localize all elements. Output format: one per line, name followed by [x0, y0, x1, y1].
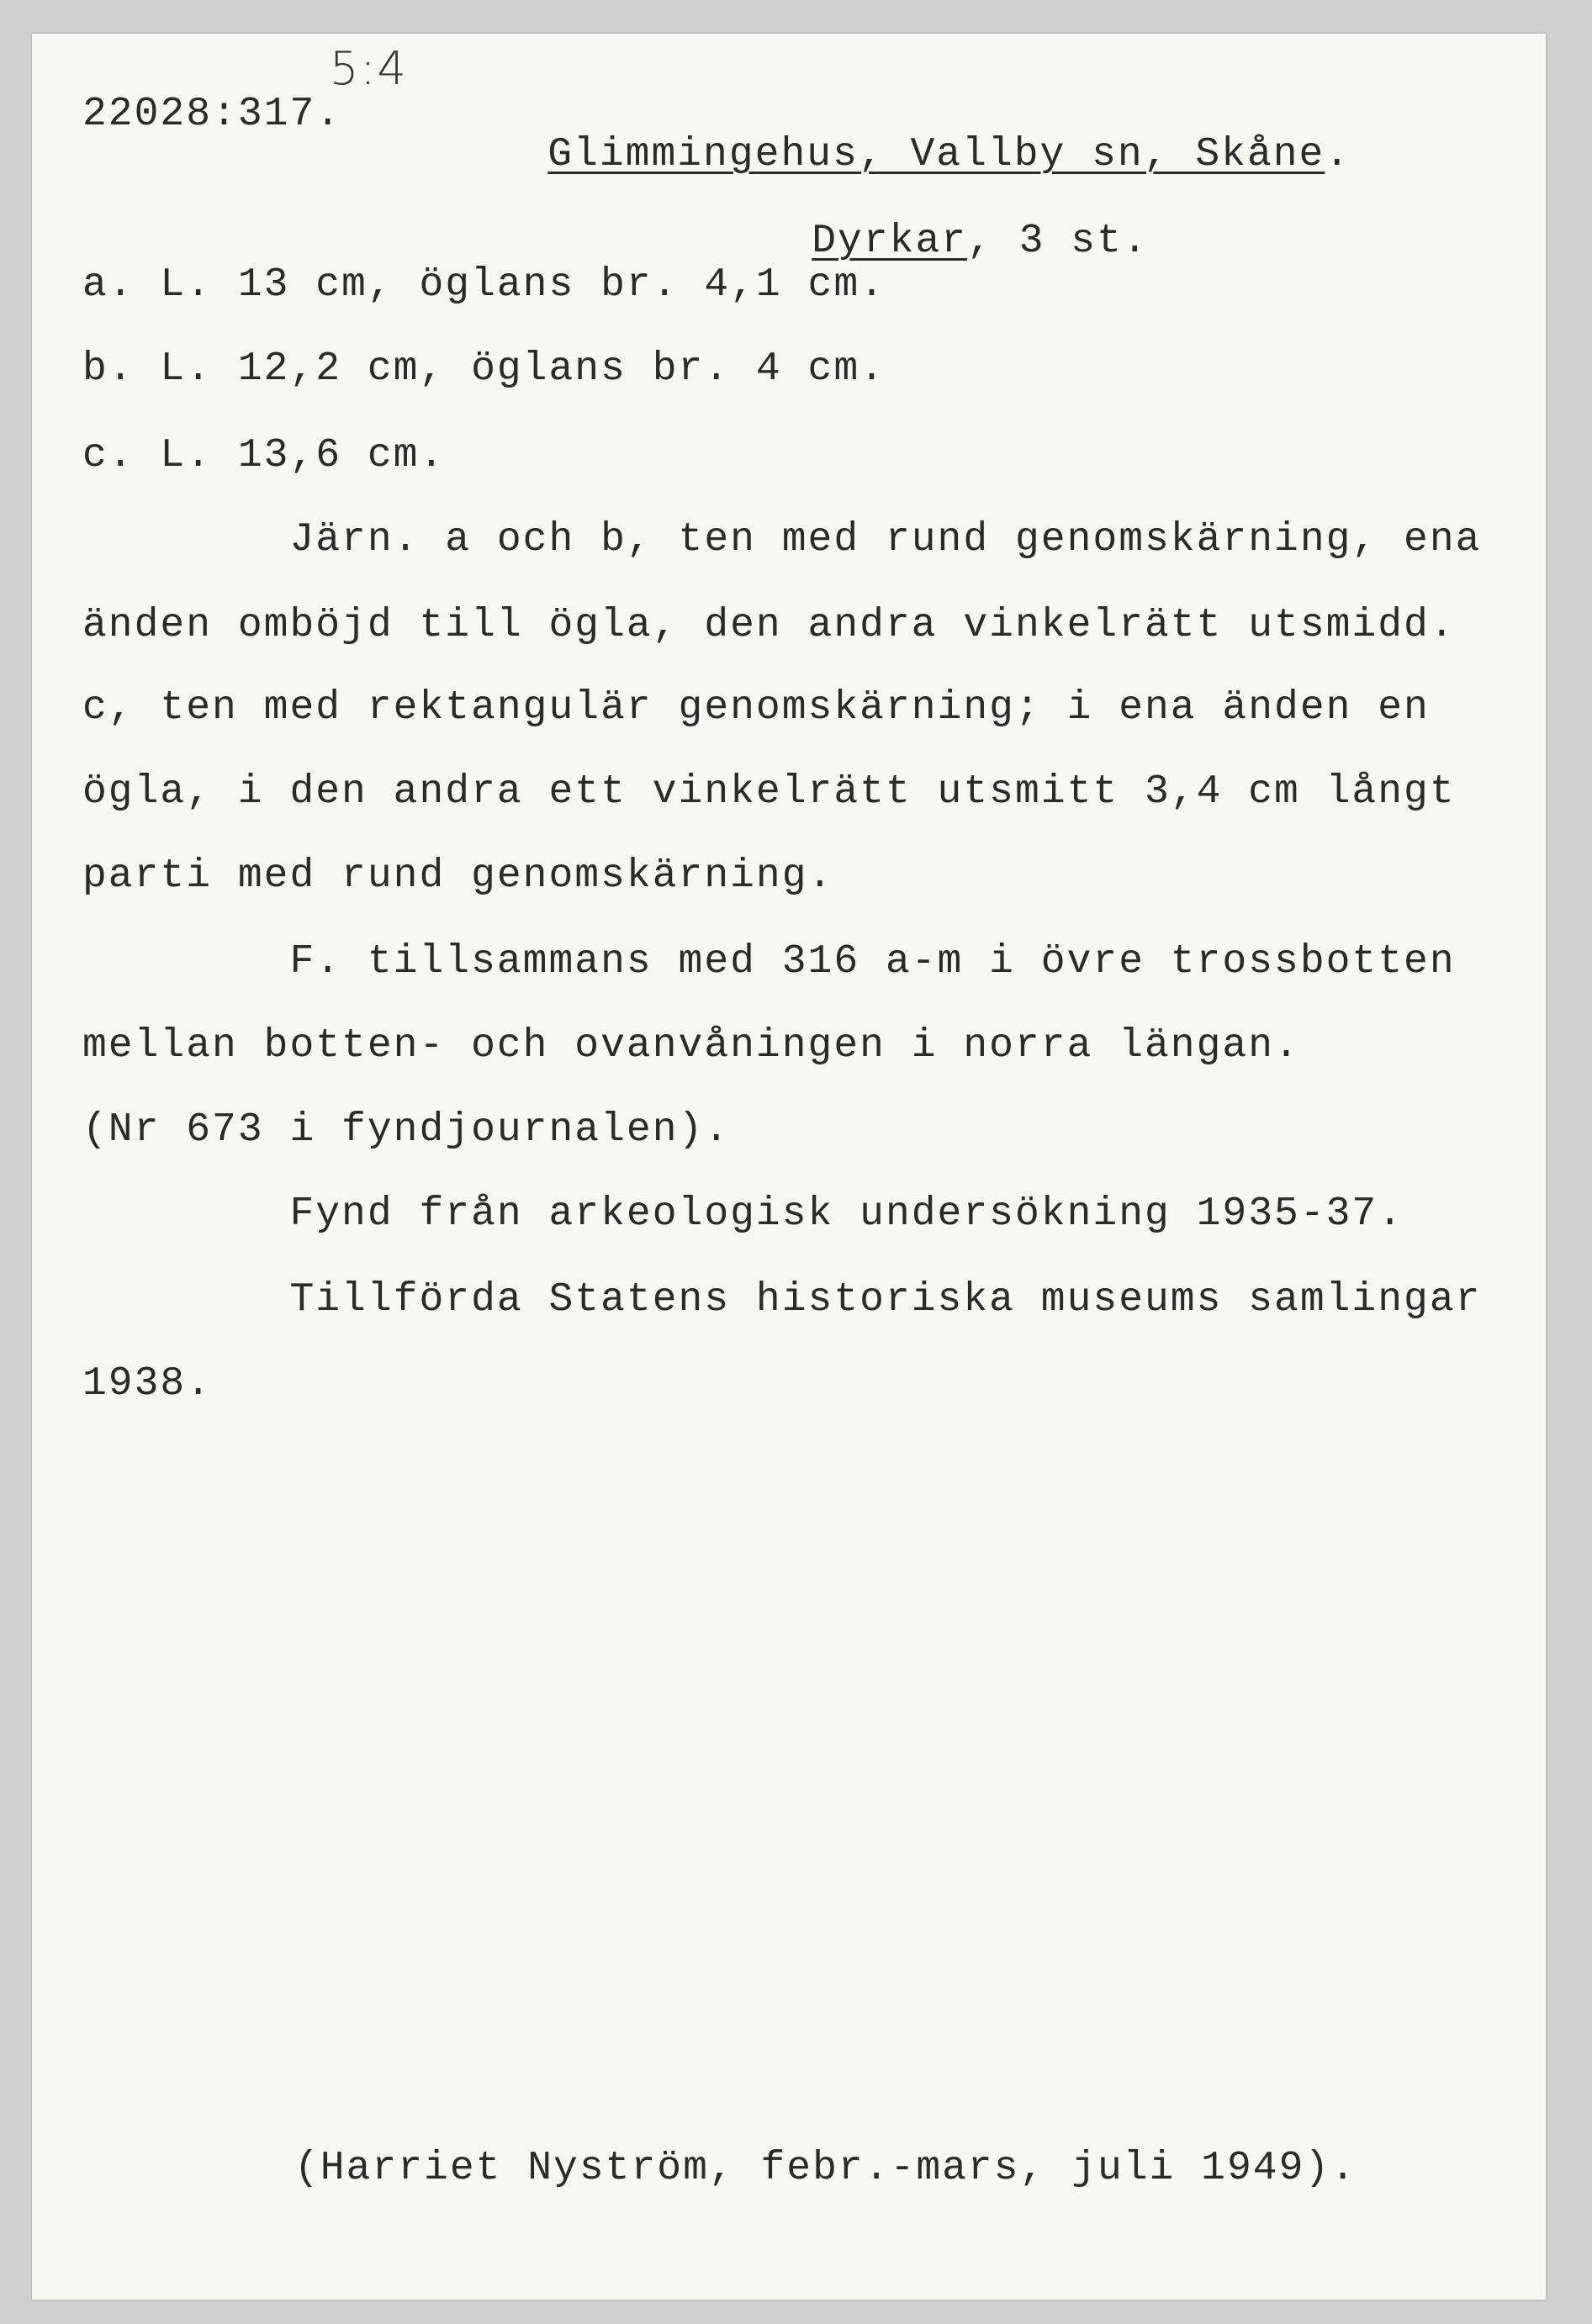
- measurement-a: a. L. 13 cm, öglans br. 4,1 cm.: [82, 262, 886, 308]
- origin-line-2: Tillförda Statens historiska museums samlingar: [82, 1277, 1482, 1323]
- find-line-2: mellan botten- och ovanvåningen i norra längan.: [82, 1023, 1300, 1069]
- find-line-3: (Nr 673 i fyndjournalen).: [82, 1107, 731, 1153]
- location-suffix: .: [1325, 132, 1351, 177]
- catalog-number: 22028:317.: [82, 92, 342, 137]
- object-name: Dyrkar: [812, 219, 968, 264]
- origin-line-3: 1938.: [82, 1361, 213, 1407]
- description-line-3: c, ten med rektangulär genomskärning; i ena änden en: [82, 685, 1430, 731]
- find-line-1: F. tillsammans med 316 a-m i övre trossbotten: [82, 939, 1456, 985]
- description-line-1: Järn. a och b, ten med rund genomskärning, ena: [82, 517, 1482, 563]
- description-line-2: änden omböjd till ögla, den andra vinkelrätt utsmidd.: [82, 603, 1456, 648]
- description-line-4: ögla, i den andra ett vinkelrätt utsmitt 3,4 cm långt: [82, 769, 1456, 815]
- object-count: , 3 st.: [967, 219, 1149, 264]
- catalog-card: [32, 34, 1546, 2300]
- location-title: Glimmingehus, Vallby sn, Skåne: [547, 132, 1325, 177]
- measurement-b: b. L. 12,2 cm, öglans br. 4 cm.: [82, 346, 886, 392]
- handwritten-note: 5:4: [330, 42, 408, 95]
- signature: (Harriet Nyström, febr.-mars, juli 1949).: [294, 2146, 1357, 2191]
- description-line-5: parti med rund genomskärning.: [82, 853, 834, 899]
- origin-line-1: Fynd från arkeologisk undersökning 1935-37.: [82, 1191, 1404, 1237]
- measurement-c: c. L. 13,6 cm.: [82, 433, 446, 478]
